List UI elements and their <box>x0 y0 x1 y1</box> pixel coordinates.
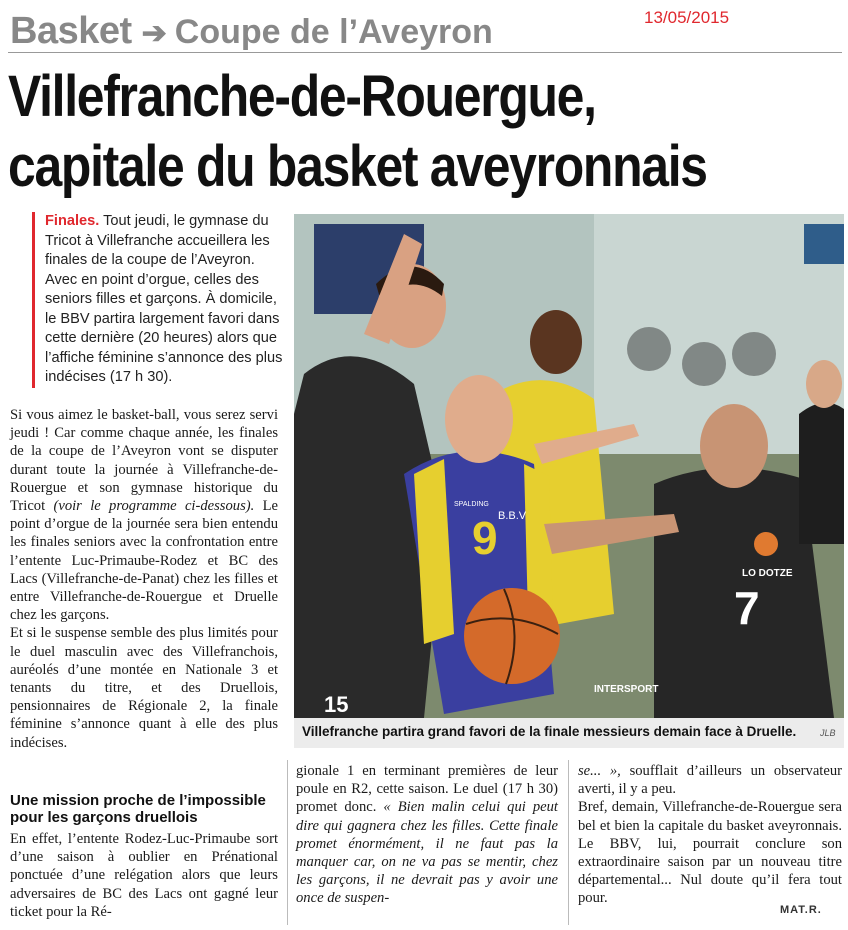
article-headline <box>8 62 844 202</box>
article-photo <box>294 214 844 718</box>
jersey-7-text: LO DOTZE <box>742 568 793 579</box>
publication-date: 13/05/2015 <box>644 8 730 27</box>
headline-line-1: Villefranche-de-Rouergue, <box>8 64 596 129</box>
arrow-icon: ➔ <box>141 17 167 50</box>
body-column-1 <box>10 406 278 752</box>
rubric-title: Basket <box>10 10 132 52</box>
header-divider <box>8 52 842 53</box>
column-divider <box>568 760 569 925</box>
column-divider <box>287 760 288 925</box>
paragraph-5: se... », soufflait d’ailleurs un observateur averti, il y a peu. <box>578 763 842 798</box>
paragraph-3: En effet, l’entente Rodez-Luc-Primaube sort d’une saison à oublier en Prénational ponctuée d’une relégation alors que leurs adversaires de BC des Lacs ont gagné leur ticket pour la Ré- <box>10 831 278 920</box>
jersey-9-number: 9 <box>472 512 498 564</box>
section-rubric <box>10 10 493 52</box>
headline-line-2: capitale du basket aveyronnais <box>8 134 707 199</box>
basketball-scene <box>294 214 844 718</box>
lead-label: Finales. <box>45 213 100 229</box>
photo-credit: JLB <box>820 728 836 738</box>
article-subheading: Une mission proche de l’impossible pour les garçons druellois <box>10 792 266 826</box>
author-signature: MAT.R. <box>780 904 822 916</box>
jersey-15-number: 15 <box>324 692 349 717</box>
paragraph-6: Bref, demain, Villefranche-de-Rouergue sera bel et bien la capitale du basket aveyronnais. Le BBV, lui, pourrait conclure son extraordinaire saison par un nouveau titre départemental... Nul doute qu’il fera tout pour. <box>578 799 842 907</box>
jersey-9-brand: SPALDING <box>454 501 489 508</box>
body-column-3 <box>578 762 842 908</box>
paragraph-2: Et si le suspense semble des plus limités pour le duel masculin avec des Villefranchois, auréolés d’une montée en Nationale 3 et tenants du titre, et des Druellois, pensionnaires de Régionale 2, la finale féminine s’annonce quant à elle des plus indécises. <box>10 625 278 751</box>
jersey-7-number: 7 <box>734 582 760 634</box>
photo-caption: Villefranche partira grand favori de la finale messieurs demain face à Druelle. <box>302 724 797 739</box>
lead-text: Tout jeudi, le gymnase du Tricot à Villefranche accueillera les finales de la coupe de l’Aveyron. Avec en point d’orgue, celles des seniors filles et garçons. À domicile, le BBV partira largement favori dans cette dernière (20 heures) alors que l’affiche féminine s’annonce des plus indécises (17 h 30). <box>45 213 283 385</box>
body-column-1-continued <box>10 830 278 921</box>
jersey-9-team: B.B.V <box>498 510 527 522</box>
paragraph-4: gionale 1 en terminant premières de leur poule en R2, cette saison. Le duel (17 h 30) promet donc. « Bien malin celui qui peut dire qui gagnera chez les filles. Cette finale promet énormément, il ne faut pas la manquer car, on ne va pas se mentir, chez les garçons, il ne devrait pas y avoir une once de suspen- <box>296 763 558 907</box>
banner-text: INTERSPORT <box>594 684 659 695</box>
body-column-2 <box>296 762 558 908</box>
paragraph-1: Si vous aimez le basket-ball, vous serez servi jeudi ! Car comme chaque année, les finales de la coupe de l’Aveyron vont se disputer durant toute la journée à Villefranche-de-Rouergue et son gymnase historique du Tricot (voir le programme ci-dessous). Le point d’orgue de la journée sera bien entendu les finales seniors avec la confrontation entre l’entente Luc-Primaube-Rodez et BC des Lacs (Villefranche-de-Panat) chez les filles et entre Villefranche-de-Rouergue et Druelle chez les garçons. <box>10 407 278 624</box>
rubric-subtitle: Coupe de l’Aveyron <box>174 13 493 51</box>
article-lead <box>32 212 289 388</box>
